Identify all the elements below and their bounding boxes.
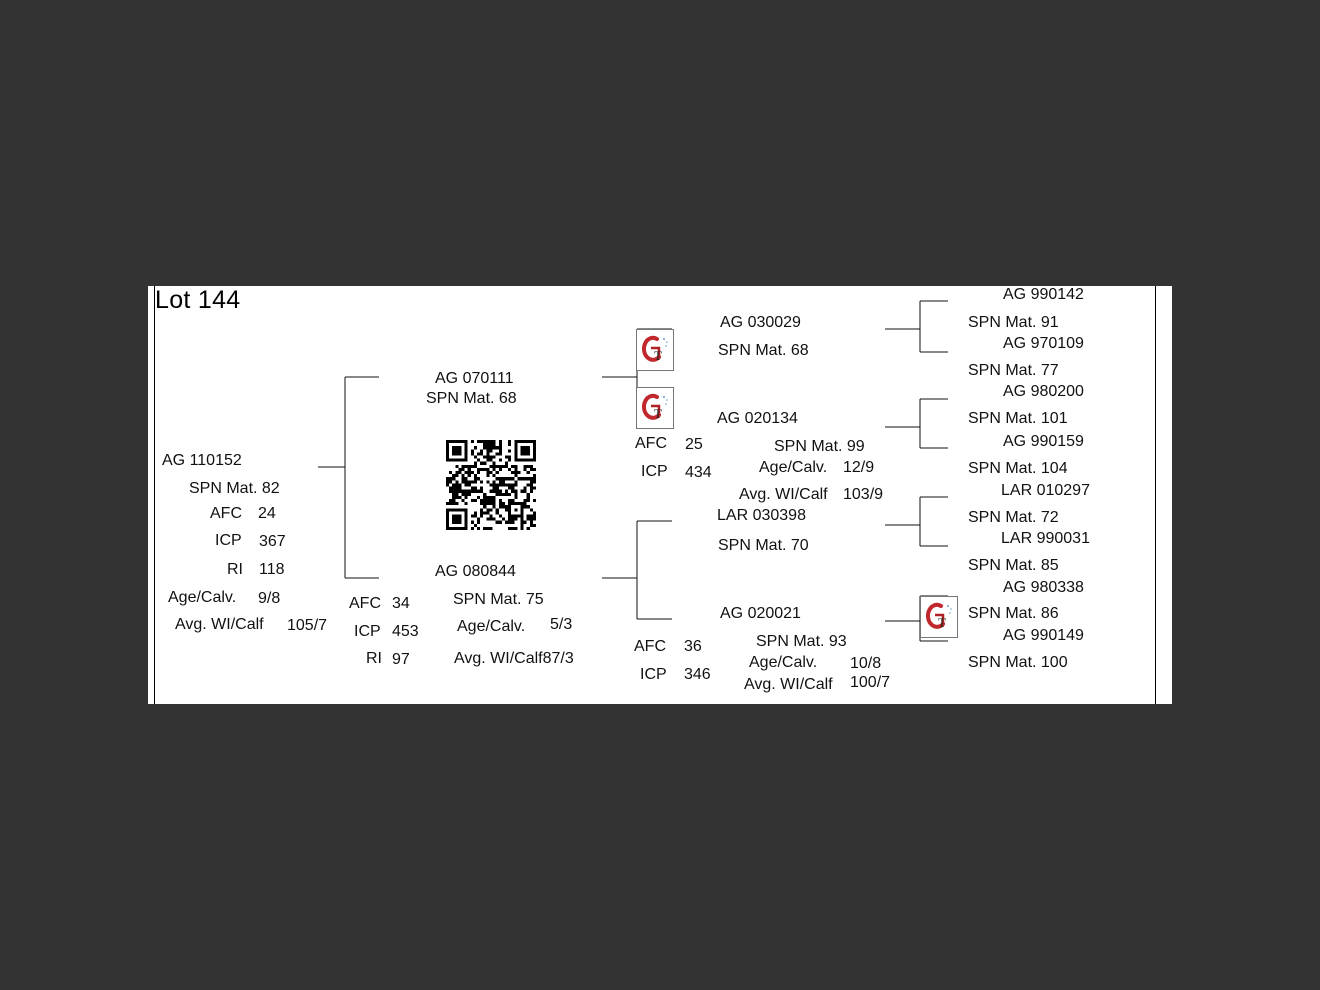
svg-text:T: T (654, 348, 662, 363)
sire-dam-icp-value: 434 (685, 464, 712, 481)
gen4-spn: SPN Mat. 100 (968, 654, 1068, 671)
subject-age-label: Age/Calv. (168, 589, 237, 606)
gen4-id: AG 990149 (1003, 627, 1084, 644)
gen4-spn: SPN Mat. 77 (968, 362, 1059, 379)
gen4-id: AG 990159 (1003, 433, 1084, 450)
dam-dam-wi-value: 100/7 (850, 674, 891, 691)
sire-sire-spn: SPN Mat. 68 (718, 342, 809, 359)
gt-logo-icon (920, 596, 958, 638)
dam-dam-icp-label: ICP (640, 666, 667, 683)
dam-dam-wi-label: Avg. WI/Calf (744, 676, 833, 693)
gt-logo-icon (636, 329, 674, 371)
dam-ri-label: RI (366, 650, 382, 667)
dam-id: AG 080844 (435, 563, 516, 580)
dam-afc-label: AFC (349, 595, 381, 612)
dam-afc-value: 34 (392, 595, 410, 612)
sire-dam-id: AG 020134 (717, 410, 798, 427)
subject-ri-label: RI (227, 561, 243, 578)
dam-dam-id: AG 020021 (720, 605, 801, 622)
dam-dam-age-label: Age/Calv. (749, 654, 818, 671)
svg-text:T: T (938, 615, 946, 630)
sire-dam-spn: SPN Mat. 99 (774, 438, 865, 455)
sire-dam-age-value: 12/9 (843, 459, 875, 476)
dam-dam-afc-value: 36 (684, 638, 702, 655)
dam-dam-icp-value: 346 (684, 666, 711, 683)
gen4-spn: SPN Mat. 72 (968, 509, 1059, 526)
gen4-spn: SPN Mat. 91 (968, 314, 1059, 331)
dam-dam-age-value: 10/8 (850, 655, 882, 672)
subject-icp-label: ICP (215, 532, 242, 549)
dam-dam-spn: SPN Mat. 93 (756, 633, 847, 650)
gen4-spn: SPN Mat. 101 (968, 410, 1068, 427)
svg-text:T: T (654, 406, 662, 421)
gen4-id: AG 990142 (1003, 286, 1084, 303)
sire-id: AG 070111 (435, 370, 514, 387)
gen4-spn: SPN Mat. 104 (968, 460, 1068, 477)
pedigree-sheet (148, 286, 1172, 704)
subject-id: AG 110152 (162, 452, 242, 469)
sire-sire-id: AG 030029 (720, 314, 801, 331)
dam-sire-id: LAR 030398 (717, 507, 806, 524)
subject-ri-value: 118 (259, 561, 285, 578)
dam-icp-label: ICP (354, 623, 381, 640)
sire-dam-icp-label: ICP (641, 463, 668, 480)
qr-code-icon (446, 440, 536, 535)
subject-wi-value: 105/7 (287, 617, 328, 634)
dam-age-value: 5/3 (550, 616, 573, 633)
subject-wi-label: Avg. WI/Calf (175, 616, 264, 633)
dam-dam-afc-label: AFC (634, 638, 666, 655)
subject-afc-label: AFC (210, 505, 242, 522)
dam-sire-spn: SPN Mat. 70 (718, 537, 809, 554)
subject-icp-value: 367 (259, 533, 286, 550)
dam-ri-value: 97 (392, 651, 410, 668)
dam-icp-value: 453 (392, 623, 419, 640)
sire-dam-age-label: Age/Calv. (759, 459, 828, 476)
gen4-id: AG 980200 (1003, 383, 1084, 400)
sire-dam-wi-value: 103/9 (843, 486, 884, 503)
subject-afc-value: 24 (258, 505, 276, 522)
dam-spn: SPN Mat. 75 (453, 591, 544, 608)
subject-age-value: 9/8 (258, 590, 281, 607)
subject-spn: SPN Mat. 82 (189, 480, 280, 497)
gen4-spn: SPN Mat. 85 (968, 557, 1059, 574)
gt-logo-icon (636, 387, 674, 429)
sire-dam-afc-label: AFC (635, 435, 667, 452)
gen4-id: LAR 990031 (1001, 530, 1090, 547)
gen4-id: LAR 010297 (1001, 482, 1090, 499)
lot-title: Lot 144 (155, 286, 241, 314)
gen4-id: AG 970109 (1003, 335, 1084, 352)
sire-spn: SPN Mat. 68 (426, 390, 517, 407)
dam-age-label: Age/Calv. (457, 618, 526, 635)
sire-dam-wi-label: Avg. WI/Calf (739, 486, 828, 503)
gen4-id: AG 980338 (1003, 579, 1084, 596)
gen4-spn: SPN Mat. 86 (968, 605, 1059, 622)
sire-dam-afc-value: 25 (685, 436, 703, 453)
dam-wi-text: Avg. WI/Calf87/3 (454, 650, 574, 667)
